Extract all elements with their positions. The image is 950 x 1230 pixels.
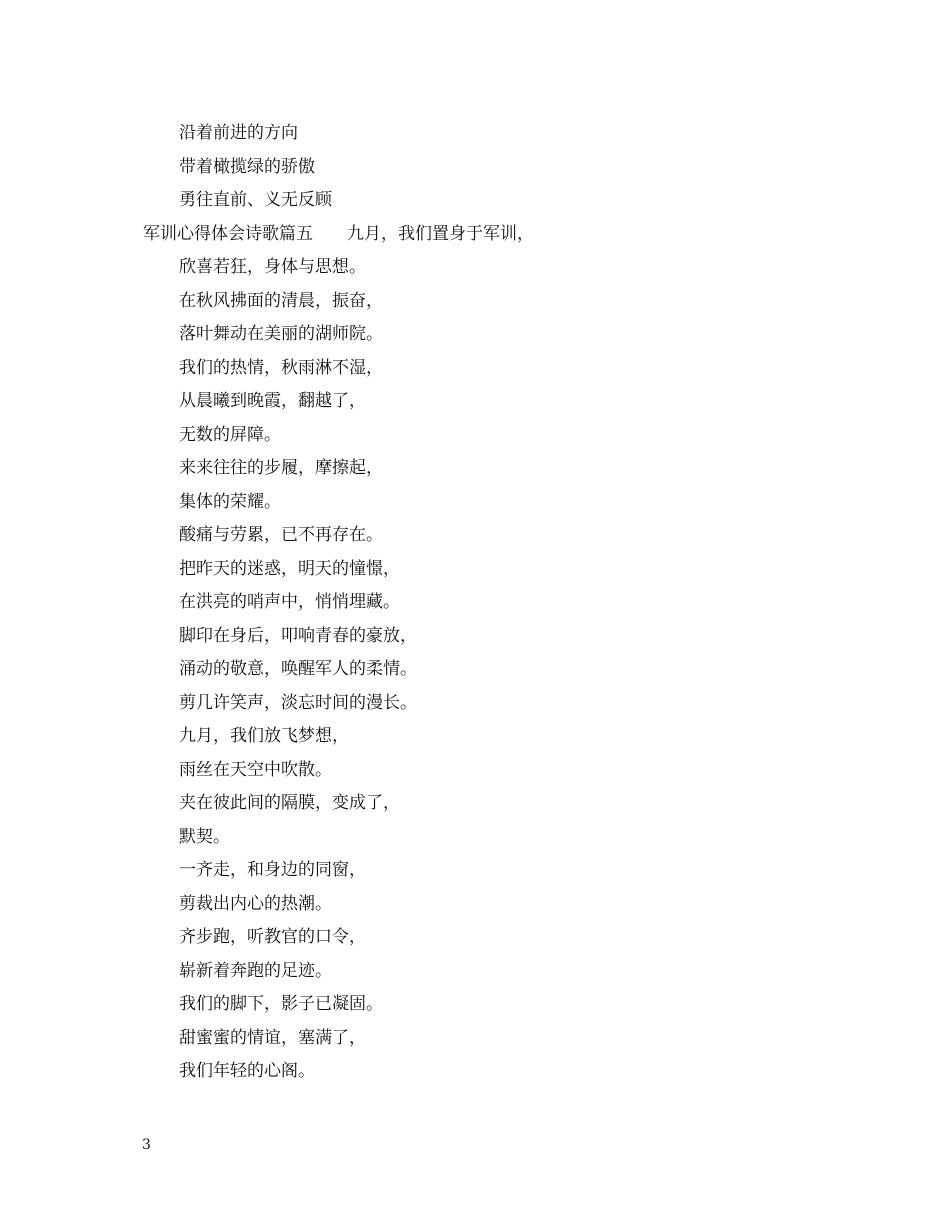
section-title: 军训心得体会诗歌篇五 [143,223,313,244]
poem-line: 九月，我们放飞梦想， [179,726,349,746]
poem-line: 沿着前进的方向 [179,123,298,143]
poem-line: 来来往往的步履，摩擦起， [179,458,383,478]
section-heading-line [143,218,843,252]
poem-line: 把昨天的迷惑，明天的憧憬， [179,558,400,579]
poem-line: 在秋风拂面的清晨，振奋， [179,290,383,311]
poem-text [143,117,843,1089]
poem-line: 齐步跑，听教官的口令， [179,927,366,947]
poem-line: 勇往直前、义无反顾 [179,190,332,210]
poem-line: 崭新着奔跑的足迹。 [179,960,332,981]
poem-line: 酸痛与劳累，已不再存在。 [179,525,383,545]
poem-line: 脚印在身后，叩响青春的豪放， [179,625,417,646]
poem-line: 集体的荣耀。 [179,491,281,512]
poem-line: 九月，我们置身于军训， [347,223,534,244]
poem-line: 欣喜若狂，身体与思想。 [179,257,366,277]
poem-line: 无数的屏障。 [179,424,281,445]
poem-line: 从晨曦到晚霞，翻越了， [179,391,366,411]
poem-line: 夹在彼此间的隔膜，变成了， [179,793,400,813]
poem-line: 涌动的敬意，唤醒军人的柔情。 [179,659,417,679]
poem-line: 默契。 [179,826,230,847]
poem-line: 在洪亮的哨声中，悄悄埋藏。 [179,592,400,612]
poem-line: 我们的脚下，影子已凝固。 [179,994,383,1014]
poem-line: 我们的热情，秋雨淋不湿， [179,357,383,378]
poem-line: 我们年轻的心阁。 [179,1061,315,1081]
poem-line: 带着橄揽绿的骄傲 [179,156,315,177]
poem-line: 一齐走，和身边的同窗， [179,860,366,880]
page-number: 3 [142,1137,151,1153]
poem-line: 落叶舞动在美丽的湖师院。 [179,324,383,344]
poem-line: 剪几许笑声，淡忘时间的漫长。 [179,692,417,713]
poem-line: 甜蜜蜜的情谊，塞满了， [179,1027,366,1048]
poem-line: 剪裁出内心的热潮。 [179,893,332,914]
poem-line: 雨丝在天空中吹散。 [179,759,332,780]
